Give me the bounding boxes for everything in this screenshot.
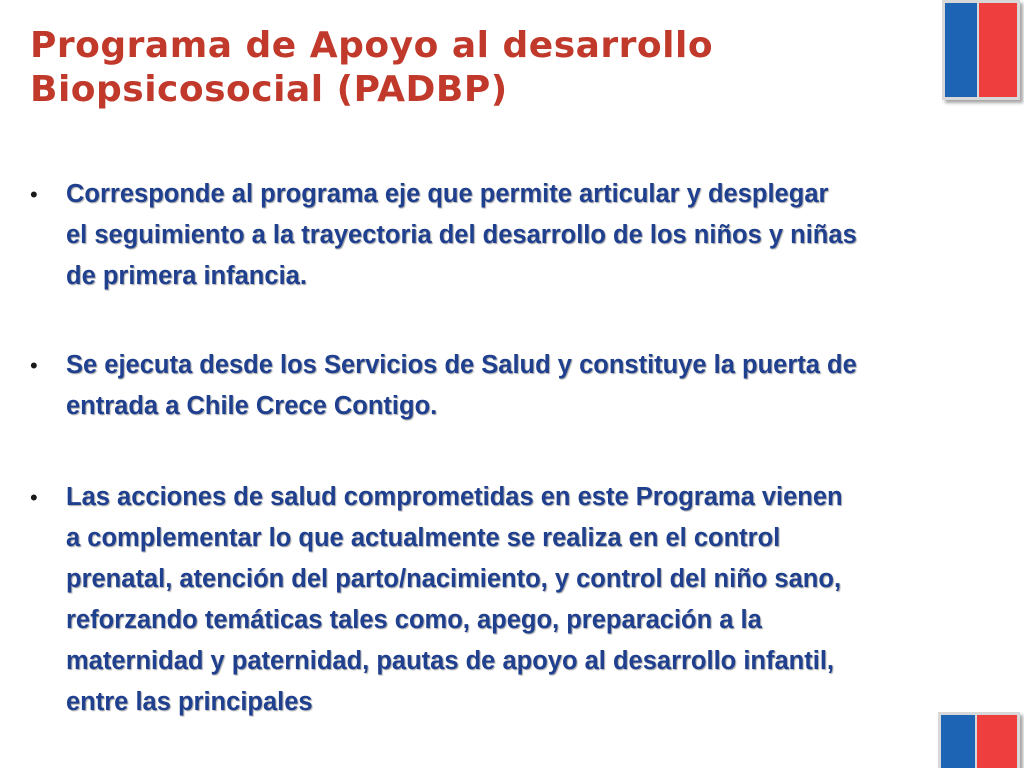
bullet-line: de primera infancia.: [66, 262, 307, 290]
flag-blue-stripe: [945, 3, 977, 97]
bullet-line: entre las principales: [66, 688, 313, 716]
bullet-line: prenatal, atención del parto/nacimiento, y control del niño sano,: [66, 565, 842, 593]
bullet-line: entrada a Chile Crece Contigo.: [66, 392, 438, 420]
slide-title: [30, 24, 890, 112]
bullet-line: Se ejecuta desde los Servicios de Salud y constituye la puerta de: [66, 351, 857, 379]
bullet-dot-icon: •: [30, 353, 38, 378]
chile-flag-icon: [938, 712, 1020, 768]
bullet-line: Corresponde al programa eje que permite articular y desplegar: [66, 180, 829, 208]
bullet-dot-icon: •: [30, 485, 38, 510]
bullet-line: a complementar lo que actualmente se realiza en el control: [66, 524, 781, 552]
bullet-list: [28, 174, 988, 723]
flag-red-stripe: [977, 715, 1017, 768]
chile-flag-icon: [942, 0, 1020, 100]
flag-red-stripe: [979, 3, 1017, 97]
bullet-line: maternidad y paternidad, pautas de apoyo al desarrollo infantil,: [66, 647, 835, 675]
bullet-dot-icon: •: [30, 182, 38, 207]
bullet-item: [28, 174, 988, 297]
bullet-item: [28, 477, 988, 723]
bullet-line: reforzando temáticas tales como, apego, preparación a la: [66, 606, 762, 634]
bullet-line: el seguimiento a la trayectoria del desarrollo de los niños y niñas: [66, 221, 857, 249]
slide-title-line-1: Programa de Apoyo al desarrollo: [30, 25, 714, 66]
flag-blue-stripe: [941, 715, 975, 768]
bullet-item: [28, 345, 988, 427]
bullet-line: Las acciones de salud comprometidas en este Programa vienen: [66, 483, 843, 511]
slide-title-line-2: Biopsicosocial (PADBP): [30, 69, 508, 110]
